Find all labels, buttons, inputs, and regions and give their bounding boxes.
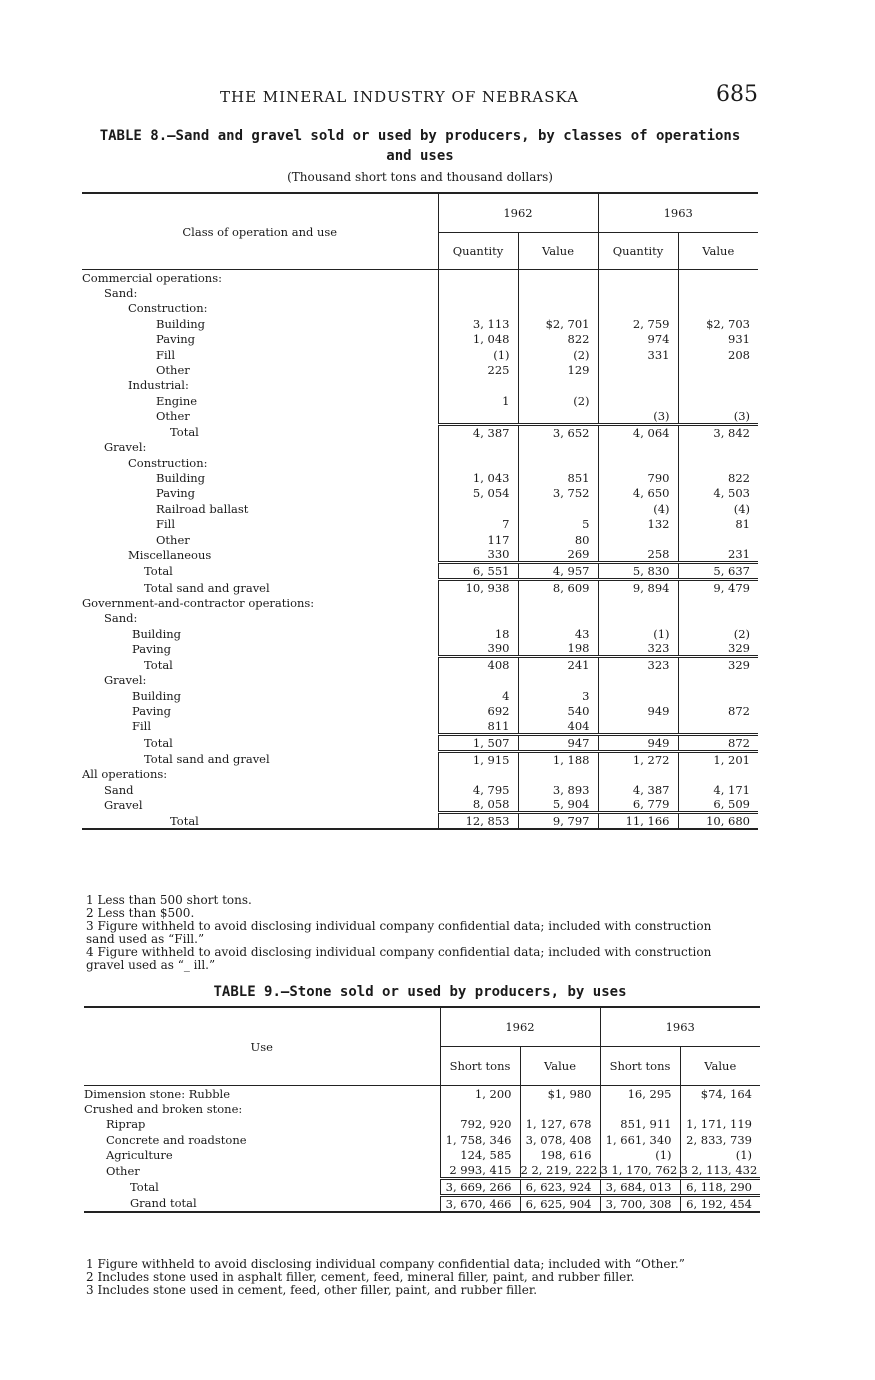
table8-cell (598, 672, 678, 687)
table8-cell (598, 611, 678, 626)
table8-cell: 790 (598, 470, 678, 485)
table8-cell (678, 595, 758, 610)
table8-row (82, 813, 758, 830)
table8-cell: 1, 507 (438, 734, 518, 751)
table8-cell: 132 (598, 516, 678, 531)
table8-cell: $2, 703 (678, 316, 758, 331)
table8-cell (598, 595, 678, 610)
table8-cell: 3, 652 (518, 424, 598, 440)
table8-caption-line2: and uses (386, 148, 454, 164)
table8-cell: 822 (678, 470, 758, 485)
table8-cell (438, 301, 518, 316)
table8-cell (438, 440, 518, 455)
table9-row (84, 1086, 760, 1102)
table9-row (84, 1148, 760, 1163)
table8-cell (438, 409, 518, 425)
table8-cell (518, 409, 598, 425)
table8-row-label: Total sand and gravel (144, 751, 270, 766)
table8-cell: 947 (518, 734, 598, 751)
table8-cell: (2) (678, 626, 758, 641)
table9-cell: 3, 078, 408 (520, 1132, 600, 1147)
table8-cell: 949 (598, 734, 678, 751)
table8-cell: 80 (518, 532, 598, 547)
table8-cell (438, 672, 518, 687)
table8-cell: 3, 113 (438, 316, 518, 331)
table8-footnote: 4 Figure withheld to avoid disclosing individual company confidential data; included with construction (86, 945, 712, 959)
table9-cell: 3 1, 170, 762 (600, 1163, 680, 1179)
table9-caption: TABLE 9.—Stone sold or used by producers, by uses (213, 984, 627, 1000)
table8-row-label: Other (156, 409, 190, 424)
table8-row-label: Paving (156, 332, 196, 347)
table9-cell: 3, 700, 308 (600, 1195, 680, 1212)
table8-footnotes (86, 894, 711, 972)
table8-row (82, 270, 758, 286)
table8-cell (678, 767, 758, 782)
table8-cell: 9, 479 (678, 580, 758, 596)
table8-col-quantity-1963: Quantity (598, 233, 678, 270)
table8-cell: 4, 795 (438, 782, 518, 797)
table8-subcaption: (Thousand short tons and thousand dollars) (287, 170, 553, 184)
table8-cell: 540 (518, 703, 598, 718)
table8-row-label: Fill (156, 347, 176, 362)
table8-cell (598, 270, 678, 286)
table9-footnote: 2 Includes stone used in asphalt filler, cement, feed, mineral filler, paint, and rubber filler. (86, 1270, 635, 1284)
table8-cell (598, 688, 678, 703)
table8-cell (678, 688, 758, 703)
table8-cell (678, 440, 758, 455)
table8-row-label: Gravel: (104, 673, 147, 688)
table8-row (82, 611, 758, 626)
table8-row (82, 424, 758, 440)
table8-cell: 330 (438, 547, 518, 563)
table8-row-label: Commercial operations: (82, 270, 222, 285)
table9-year-1962: 1962 (440, 1007, 600, 1047)
table8-cell: 331 (598, 347, 678, 362)
table8-cell: (2) (518, 347, 598, 362)
table9-cell: 851, 911 (600, 1117, 680, 1132)
table9-cell: 6, 118, 290 (680, 1178, 760, 1195)
table8-footnote: 3 Figure withheld to avoid disclosing individual company confidential data; included with construction (86, 919, 712, 933)
table8-cell (678, 393, 758, 408)
table8-row (82, 626, 758, 641)
table8-cell (438, 767, 518, 782)
table9-cell: 6, 623, 924 (520, 1178, 600, 1195)
table9-cell: 3 2, 113, 432 (680, 1163, 760, 1179)
table8-cell: 5, 637 (678, 563, 758, 580)
table9-col-tons-1963: Short tons (600, 1047, 680, 1086)
table8-cell: 1, 048 (438, 332, 518, 347)
table9-cell: 124, 585 (440, 1148, 520, 1163)
table8-cell (438, 611, 518, 626)
table8-row-label: Other (156, 532, 190, 547)
table8-row-label: Other (156, 363, 190, 378)
table8-cell: 4, 503 (678, 486, 758, 501)
table8-row (82, 672, 758, 687)
table8-cell: 6, 779 (598, 797, 678, 813)
table8-row-label: Building (132, 626, 182, 641)
table9-cell: 2 2, 219, 222 (520, 1163, 600, 1179)
table8-cell: 5 (518, 516, 598, 531)
table8-cell (598, 301, 678, 316)
table9-row (84, 1178, 760, 1195)
table9-footnote: 3 Includes stone used in cement, feed, other filler, paint, and rubber filler. (86, 1283, 538, 1297)
table8-col-value-1962: Value (518, 233, 598, 270)
table8 (82, 192, 758, 830)
table8-row-label: Industrial: (128, 378, 189, 393)
table8-cell: 208 (678, 347, 758, 362)
table8-cell: 18 (438, 626, 518, 641)
table9-cell (600, 1101, 680, 1116)
table8-cell (518, 301, 598, 316)
table8-cell: 1, 201 (678, 751, 758, 767)
table9-cell: $1, 980 (520, 1086, 600, 1102)
table8-cell: 4, 650 (598, 486, 678, 501)
table8-cell (518, 455, 598, 470)
table9-cell: 3, 684, 013 (600, 1178, 680, 1195)
table8-cell: 241 (518, 657, 598, 673)
table8-cell: (2) (518, 393, 598, 408)
table8-row-label: Railroad ballast (156, 501, 249, 516)
table8-cell: 4, 171 (678, 782, 758, 797)
table9-cell: (1) (600, 1148, 680, 1163)
table8-year-1962: 1962 (438, 193, 598, 233)
table8-cell (518, 672, 598, 687)
table8-cell: 198 (518, 641, 598, 657)
table8-row-label: All operations: (82, 767, 168, 782)
table8-footnote: 2 Less than $500. (86, 906, 195, 920)
table9-stub-header: Use (84, 1007, 440, 1086)
table8-cell: 5, 904 (518, 797, 598, 813)
table8-stub-header: Class of operation and use (82, 193, 438, 270)
table9-row-label: Other (106, 1163, 140, 1178)
table8-row (82, 347, 758, 362)
table8-cell: 390 (438, 641, 518, 657)
table8-cell: 269 (518, 547, 598, 563)
table8-cell (518, 611, 598, 626)
table9-footnotes (86, 1258, 685, 1297)
table8-cell: 851 (518, 470, 598, 485)
table8-cell: 258 (598, 547, 678, 563)
table8-cell: 9, 797 (518, 813, 598, 830)
table8-cell: (3) (678, 409, 758, 425)
table8-row-label: Building (156, 470, 206, 485)
table8-cell: 10, 938 (438, 580, 518, 596)
table8-row-label: Paving (132, 703, 172, 718)
table8-cell (438, 501, 518, 516)
table8-cell: (4) (598, 501, 678, 516)
table8-cell: 8, 058 (438, 797, 518, 813)
table8-caption-line1: TABLE 8.—Sand and gravel sold or used by producers, by classes of operations (99, 128, 741, 144)
table9-cell: (1) (680, 1148, 760, 1163)
table8-cell: 323 (598, 657, 678, 673)
table8-cell: 4 (438, 688, 518, 703)
table9-row-label: Riprap (106, 1117, 146, 1132)
table8-cell: 811 (438, 719, 518, 735)
table8-cell (598, 455, 678, 470)
table8-row (82, 547, 758, 563)
table8-cell: 117 (438, 532, 518, 547)
table8-cell: 323 (598, 641, 678, 657)
table8-cell: 3, 752 (518, 486, 598, 501)
table8-row-label: Engine (156, 393, 198, 408)
table8-cell: 692 (438, 703, 518, 718)
table9-cell: 2 993, 415 (440, 1163, 520, 1179)
table9-cell: $74, 164 (680, 1086, 760, 1102)
table8-cell: 8, 609 (518, 580, 598, 596)
table8-footnote: gravel used as “_ ill.” (86, 958, 216, 972)
table9-row-label: Total (130, 1179, 159, 1194)
table8-cell: 6, 509 (678, 797, 758, 813)
table8-cell (518, 378, 598, 393)
table8-cell (598, 440, 678, 455)
table8-cell: (3) (598, 409, 678, 425)
table9-cell (440, 1101, 520, 1116)
table8-row (82, 782, 758, 797)
table8-cell: 974 (598, 332, 678, 347)
table8-cell: 7 (438, 516, 518, 531)
table8-cell (598, 285, 678, 300)
table9-cell (680, 1101, 760, 1116)
table8-cell (438, 285, 518, 300)
table8-row (82, 595, 758, 610)
table9-cell: 792, 920 (440, 1117, 520, 1132)
table8-cell (678, 611, 758, 626)
table8-cell: 5, 054 (438, 486, 518, 501)
table8-row (82, 734, 758, 751)
table9-row-label: Concrete and roadstone (106, 1132, 247, 1147)
table8-row (82, 393, 758, 408)
table8-cell: 931 (678, 332, 758, 347)
table8-row-label: Fill (132, 719, 152, 734)
table8-cell: 3 (518, 688, 598, 703)
table8-cell: 872 (678, 734, 758, 751)
table8-row (82, 719, 758, 735)
table8-cell: 408 (438, 657, 518, 673)
table8-row-label: Gravel: (104, 440, 147, 455)
table8-cell: 43 (518, 626, 598, 641)
table8-cell: 329 (678, 657, 758, 673)
table8-row (82, 501, 758, 516)
running-title: THE MINERAL INDUSTRY OF NEBRASKA (220, 88, 579, 106)
table8-cell: 5, 830 (598, 563, 678, 580)
table8-row (82, 516, 758, 531)
table8-row (82, 797, 758, 813)
table8-cell: 4, 064 (598, 424, 678, 440)
table8-cell: 329 (678, 641, 758, 657)
table8-row-label: Construction: (128, 301, 208, 316)
table8-cell (678, 362, 758, 377)
table8-row (82, 486, 758, 501)
table9-year-1963: 1963 (600, 1007, 760, 1047)
table8-cell (598, 532, 678, 547)
table8-cell: 1, 915 (438, 751, 518, 767)
table8-cell (678, 455, 758, 470)
table8-cell: 822 (518, 332, 598, 347)
table8-cell (678, 719, 758, 735)
table8-cell (598, 393, 678, 408)
table8-row (82, 688, 758, 703)
table8-row (82, 767, 758, 782)
table8-footnote: sand used as “Fill.” (86, 932, 205, 946)
table8-row (82, 563, 758, 580)
table9 (84, 1006, 760, 1213)
table8-cell (598, 362, 678, 377)
table9-cell: 16, 295 (600, 1086, 680, 1102)
table8-row-label: Total (144, 735, 173, 750)
table8-row-label: Sand: (104, 286, 138, 301)
table8-cell: 225 (438, 362, 518, 377)
table8-row-label: Total (144, 657, 173, 672)
table9-cell: 1, 171, 119 (680, 1117, 760, 1132)
table9-col-value-1962: Value (520, 1047, 600, 1086)
table8-row-label: Total (170, 424, 199, 439)
table8-cell (678, 270, 758, 286)
table8-cell: 12, 853 (438, 813, 518, 830)
table8-row (82, 641, 758, 657)
table8-row (82, 378, 758, 393)
table8-cell (518, 767, 598, 782)
table8-row-label: Construction: (128, 455, 208, 470)
table9-row (84, 1195, 760, 1212)
table9-row-label: Grand total (84, 1195, 440, 1212)
table8-year-1963: 1963 (598, 193, 758, 233)
table9-cell: 2, 833, 739 (680, 1132, 760, 1147)
table8-cell: 404 (518, 719, 598, 735)
table8-cell: (1) (598, 626, 678, 641)
table8-row (82, 440, 758, 455)
table8-row-label: Government-and-contractor operations: (82, 595, 315, 610)
table8-footnote: 1 Less than 500 short tons. (86, 893, 252, 907)
table8-cell: (1) (438, 347, 518, 362)
table8-row (82, 455, 758, 470)
table8-row-label: Total sand and gravel (144, 580, 270, 595)
table8-cell: 2, 759 (598, 316, 678, 331)
table8-row (82, 580, 758, 596)
table9-cell: 6, 625, 904 (520, 1195, 600, 1212)
table8-row (82, 409, 758, 425)
table9-row (84, 1117, 760, 1132)
table8-cell: 9, 894 (598, 580, 678, 596)
table8-cell (518, 285, 598, 300)
table8-cell (678, 301, 758, 316)
table8-cell: 4, 387 (438, 424, 518, 440)
table8-row-label: Building (132, 688, 182, 703)
table8-cell: 231 (678, 547, 758, 563)
table8-row (82, 751, 758, 767)
table8-cell: 1, 272 (598, 751, 678, 767)
table8-cell: 3, 893 (518, 782, 598, 797)
table8-cell (518, 595, 598, 610)
table8-cell (518, 501, 598, 516)
table8-cell (678, 532, 758, 547)
table8-row-label: Paving (156, 486, 196, 501)
table8-cell: 1 (438, 393, 518, 408)
table8-cell: 3, 842 (678, 424, 758, 440)
table9-col-value-1963: Value (680, 1047, 760, 1086)
table8-cell: 129 (518, 362, 598, 377)
table8-cell: 11, 166 (598, 813, 678, 830)
table8-cell (678, 672, 758, 687)
table8-cell (678, 285, 758, 300)
table8-cell: $2, 701 (518, 316, 598, 331)
table8-cell (518, 270, 598, 286)
table8-row-label: Fill (156, 517, 176, 532)
table8-row (82, 703, 758, 718)
table8-cell (438, 270, 518, 286)
table8-row (82, 301, 758, 316)
table8-cell: 1, 043 (438, 470, 518, 485)
table9-cell: 3, 670, 466 (440, 1195, 520, 1212)
table8-cell: 4, 957 (518, 563, 598, 580)
table8-row-label: Paving (132, 642, 172, 657)
table9-cell: 6, 192, 454 (680, 1195, 760, 1212)
table8-row-label: Sand: (104, 611, 138, 626)
table8-row-label: Total (144, 564, 173, 579)
table8-row (82, 285, 758, 300)
table9-row (84, 1132, 760, 1147)
table8-cell: 10, 680 (678, 813, 758, 830)
table9-cell: 3, 669, 266 (440, 1178, 520, 1195)
table8-cell: 4, 387 (598, 782, 678, 797)
table8-row (82, 470, 758, 485)
table8-cell: 81 (678, 516, 758, 531)
table8-cell: (4) (678, 501, 758, 516)
table8-cell (518, 440, 598, 455)
table8-cell (438, 595, 518, 610)
table9-cell (520, 1101, 600, 1116)
table8-cell: 1, 188 (518, 751, 598, 767)
table8-row (82, 316, 758, 331)
table8-cell: 949 (598, 703, 678, 718)
table9-row-label: Dimension stone: Rubble (84, 1086, 231, 1101)
table8-row (82, 332, 758, 347)
table8-col-value-1963: Value (678, 233, 758, 270)
table9-cell: 1, 200 (440, 1086, 520, 1102)
table9-row (84, 1101, 760, 1116)
table9-cell: 198, 616 (520, 1148, 600, 1163)
table8-row-label: Gravel (104, 798, 143, 813)
table9-col-tons-1962: Short tons (440, 1047, 520, 1086)
table8-cell: 872 (678, 703, 758, 718)
table9-cell: 1, 758, 346 (440, 1132, 520, 1147)
table8-col-quantity-1962: Quantity (438, 233, 518, 270)
table9-row-label: Crushed and broken stone: (84, 1102, 243, 1117)
table9-cell: 1, 661, 340 (600, 1132, 680, 1147)
table9-cell: 1, 127, 678 (520, 1117, 600, 1132)
table9-row (84, 1163, 760, 1179)
table9-footnote: 1 Figure withheld to avoid disclosing individual company confidential data; included with “Other.” (86, 1257, 685, 1271)
table8-cell (598, 767, 678, 782)
table8-row (82, 532, 758, 547)
table9-row-label: Agriculture (106, 1148, 173, 1163)
table8-cell (438, 455, 518, 470)
table8-row-label: Building (156, 316, 206, 331)
table8-row-label: Sand (104, 782, 134, 797)
table8-row (82, 362, 758, 377)
table8-cell (438, 378, 518, 393)
table8-cell (598, 719, 678, 735)
table8-row (82, 657, 758, 673)
table8-row-label: Total (82, 813, 438, 830)
table8-cell: 6, 551 (438, 563, 518, 580)
page-number: 685 (716, 82, 758, 107)
table8-cell (678, 378, 758, 393)
table8-cell (598, 378, 678, 393)
table8-row-label: Miscellaneous (128, 548, 212, 562)
